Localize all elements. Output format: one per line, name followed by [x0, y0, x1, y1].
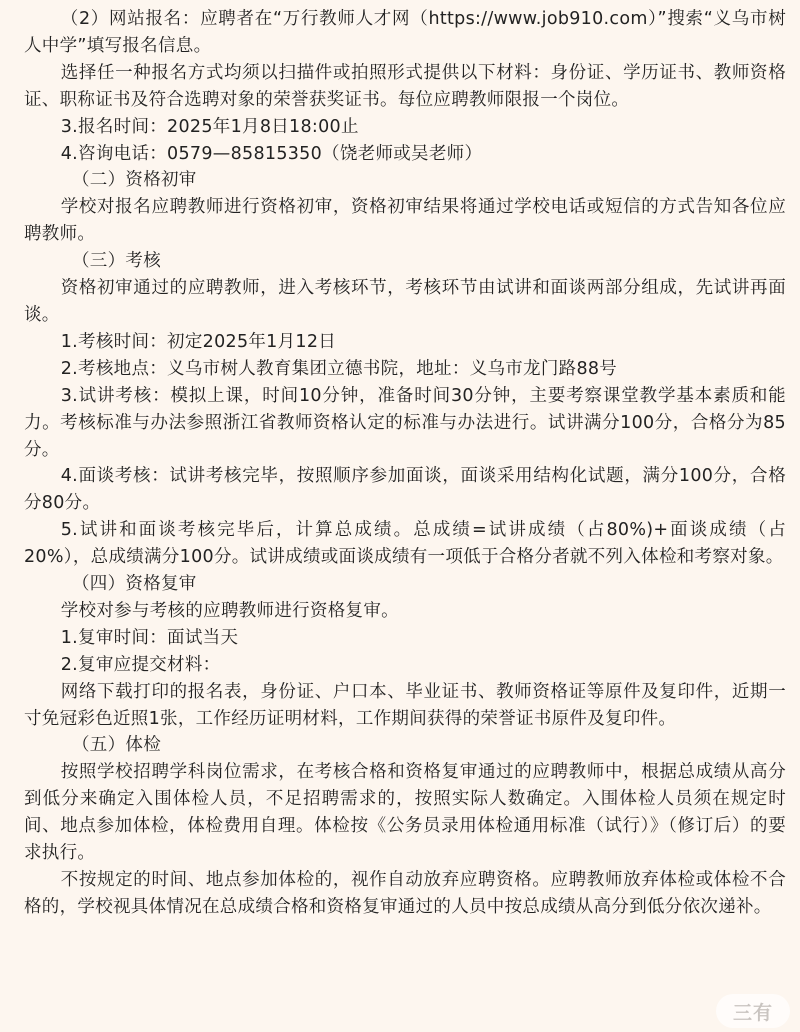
watermark-logo: 三有: [716, 994, 790, 1028]
section-heading: （五）体检: [72, 735, 161, 756]
paragraph: 1.考核时间：初定2025年1月12日: [60, 331, 337, 352]
section-heading: （二）资格初审: [72, 170, 197, 191]
paragraph: 4.咨询电话：0579—85815350（饶老师或吴老师）: [60, 143, 483, 164]
paragraph: （2）网站报名：应聘者在“万行教师人才网（https://www.job910.com）”搜索“义乌市树人中学”填写报名信息。: [24, 9, 786, 56]
paragraph: 不按规定的时间、地点参加体检的，视作自动放弃应聘资格。应聘教师放弃体检或体检不合格的，学校视具体情况在总成绩合格和资格复审通过的人员中按总成绩从高分到低分依次递补。: [24, 870, 786, 917]
paragraph: 1.复审时间：面试当天: [60, 627, 239, 648]
paragraph: 3.试讲考核：模拟上课，时间10分钟，准备时间30分钟，主要考察课堂教学基本素质和能力。考核标准与办法参照浙江省教师资格认定的标准与办法进行。试讲满分100分，合格分为85分。: [24, 385, 786, 460]
paragraph: 按照学校招聘学科岗位需求，在考核合格和资格复审通过的应聘教师中，根据总成绩从高分到低分来确定入围体检人员，不足招聘需求的，按照实际人数确定。入围体检人员须在规定时间、地点参加体检，体检费用自理。体检按《公务员录用体检通用标准（试行）》（修订后）的要求执行。: [24, 762, 786, 864]
paragraph: 2.复审应提交材料：: [60, 654, 221, 675]
paragraph: 2.考核地点：义乌市树人教育集团立德书院，地址：义乌市龙门路88号: [60, 358, 618, 379]
paragraph: 3.报名时间：2025年1月8日18:00止: [60, 116, 359, 137]
paragraph: 资格初审通过的应聘教师，进入考核环节，考核环节由试讲和面谈两部分组成，先试讲再面谈。: [24, 278, 786, 325]
paragraph: 学校对报名应聘教师进行资格初审，资格初审结果将通过学校电话或短信的方式告知各位应聘教师。: [24, 197, 786, 245]
paragraph: 4.面谈考核：试讲考核完毕，按照顺序参加面谈，面谈采用结构化试题，满分100分，合格分80分。: [24, 466, 786, 514]
section-heading: （四）资格复审: [72, 574, 197, 595]
paragraph: 选择任一种报名方式均须以扫描件或拍照形式提供以下材料：身份证、学历证书、教师资格证、职称证书及符合选聘对象的荣誉获奖证书。每位应聘教师限报一个岗位。: [24, 62, 786, 110]
section-heading: （三）考核: [72, 251, 161, 272]
paragraph: 5.试讲和面谈考核完毕后，计算总成绩。总成绩=试讲成绩（占80%)+面谈成绩（占20%），总成绩满分100分。试讲成绩或面谈成绩有一项低于合格分者就不列入体检和考察对象。: [24, 520, 786, 568]
paragraph: 学校对参与考核的应聘教师进行资格复审。: [60, 600, 399, 621]
paragraph: 网络下载打印的报名表，身份证、户口本、毕业证书、教师资格证等原件及复印件，近期一寸免冠彩色近照1张，工作经历证明材料，工作期间获得的荣誉证书原件及复印件。: [24, 681, 786, 729]
